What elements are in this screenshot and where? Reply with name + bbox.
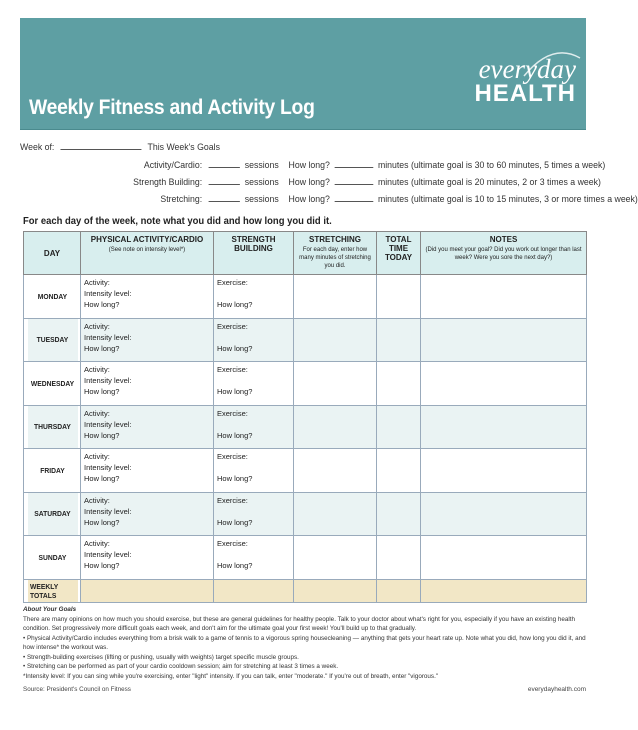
minutes-field[interactable]: [335, 177, 374, 185]
notes-cell[interactable]: [421, 405, 587, 449]
header-notes-title: NOTES: [489, 235, 518, 244]
exercise-label: Exercise:: [217, 365, 248, 374]
notes-cell[interactable]: [421, 362, 587, 406]
notes-cell[interactable]: [421, 318, 587, 362]
exercise-label: Exercise:: [217, 495, 248, 505]
activity-total-cell[interactable]: [81, 579, 214, 602]
stretching-cell[interactable]: [294, 362, 377, 406]
table-row: [24, 536, 587, 580]
activity-cell[interactable]: [81, 275, 214, 319]
header-stretching-sub: For each day, enter how many minutes of stretching you did.: [299, 247, 371, 269]
intensity-label: Intensity level:: [84, 376, 132, 385]
notes-cell[interactable]: [421, 449, 587, 493]
total-time-cell[interactable]: [377, 362, 421, 406]
fitness-log-page: [20, 18, 638, 712]
logo-arc-icon: [522, 48, 582, 78]
activity-log-table: [23, 231, 587, 603]
minutes-field[interactable]: [335, 194, 374, 202]
about-heading: About Your Goals: [23, 606, 77, 613]
header-strength: STRENGTH BUILDING: [214, 232, 294, 275]
about-paragraph: There are many opinions on how much you should exercise, but these are general guidelines for healthy people. Talk to your doctor about what's right for you, especially if you have an existing health condition. Set progressively more difficult goals each week, and don't aim for the ultimate goal your first week! You'll build up to that gradually.: [23, 615, 576, 632]
sessions-label: sessions: [244, 160, 279, 171]
day-cell: TUESDAY: [26, 318, 77, 362]
strength-cell[interactable]: [214, 362, 294, 406]
exercise-label: Exercise:: [217, 278, 248, 287]
strength-cell[interactable]: [214, 449, 294, 493]
intensity-label: Intensity level:: [84, 550, 132, 559]
stretching-cell[interactable]: [294, 492, 377, 536]
table-row: [24, 405, 587, 449]
total-time-cell[interactable]: [377, 449, 421, 493]
page-title: Weekly Fitness and Activity Log: [29, 96, 315, 119]
intensity-label: Intensity level:: [84, 289, 132, 298]
stretching-total-cell[interactable]: [294, 579, 377, 602]
how-long-label: How long?: [288, 177, 330, 188]
total-time-cell[interactable]: [377, 318, 421, 362]
day-cell: MONDAY: [26, 275, 77, 319]
weekly-totals-label: WEEKLY TOTALS: [26, 579, 77, 602]
activity-cell[interactable]: [81, 318, 214, 362]
how-long-label: How long?: [217, 300, 253, 309]
sessions-field[interactable]: [208, 194, 239, 202]
header-banner: [20, 18, 586, 130]
week-of-field[interactable]: [60, 142, 141, 150]
goal-row-strength: [20, 177, 601, 188]
goal-row-stretching: [20, 194, 638, 205]
how-long-label: How long?: [217, 387, 253, 396]
strength-cell[interactable]: [214, 318, 294, 362]
header-notes: [421, 232, 587, 275]
this-weeks-goals-label: This Week's Goals: [147, 142, 220, 153]
header-notes-sub: (Did you meet your goal? Did you work out longer than last week? Were you sore the next day?): [425, 247, 582, 261]
total-time-cell[interactable]: [377, 405, 421, 449]
stretching-cell[interactable]: [294, 275, 377, 319]
minutes-field[interactable]: [335, 160, 374, 168]
intensity-label: Intensity level:: [84, 506, 132, 516]
strength-cell[interactable]: [214, 275, 294, 319]
table-row: [24, 492, 587, 536]
goal-label: Strength Building:: [133, 177, 203, 188]
exercise-label: Exercise:: [217, 321, 248, 331]
about-bullet-strength: • Strength-building exercises (lifting or pushing, usually with weights) target specific muscle groups.: [23, 653, 299, 661]
total-time-cell[interactable]: [377, 536, 421, 580]
source-text: Source: President's Council on Fitness: [23, 686, 131, 693]
table-row: [24, 318, 587, 362]
everyday-health-logo: [474, 56, 576, 106]
instruction-text: For each day of the week, note what you did and how long you did it.: [23, 215, 332, 227]
goal-label: Stretching:: [160, 194, 203, 205]
activity-cell[interactable]: [81, 492, 214, 536]
how-long-label: How long?: [217, 430, 253, 440]
activity-label: Activity:: [84, 539, 110, 548]
strength-cell[interactable]: [214, 536, 294, 580]
day-cell: THURSDAY: [26, 405, 77, 449]
exercise-label: Exercise:: [217, 408, 248, 418]
exercise-label: Exercise:: [217, 539, 248, 548]
activity-cell[interactable]: [81, 362, 214, 406]
header-total-time: TOTAL TIME TODAY: [377, 232, 421, 275]
how-long-label: How long?: [288, 160, 330, 171]
day-cell: FRIDAY: [26, 449, 77, 493]
strength-cell[interactable]: [214, 405, 294, 449]
how-long-label: How long?: [84, 561, 120, 570]
intensity-label: Intensity level:: [84, 419, 132, 429]
stretching-cell[interactable]: [294, 536, 377, 580]
goal-label: Activity/Cardio:: [143, 160, 203, 171]
header-stretching: [294, 232, 377, 275]
notes-total-cell[interactable]: [421, 579, 587, 602]
header-day: DAY: [24, 232, 81, 275]
stretching-cell[interactable]: [294, 405, 377, 449]
strength-cell[interactable]: [214, 492, 294, 536]
notes-cell[interactable]: [421, 492, 587, 536]
logo-top-text: everyday: [478, 54, 576, 84]
weekly-totals-row: [24, 579, 587, 602]
activity-cell[interactable]: [81, 536, 214, 580]
sessions-label: sessions: [244, 194, 279, 205]
minutes-goal-text: minutes (ultimate goal is 10 to 15 minutes, 3 or more times a week): [377, 194, 638, 205]
about-goals-section: [23, 605, 586, 681]
sessions-field[interactable]: [208, 177, 239, 185]
stretching-cell[interactable]: [294, 449, 377, 493]
total-time-cell[interactable]: [377, 492, 421, 536]
goal-row-cardio: [20, 160, 605, 171]
minutes-goal-text: minutes (ultimate goal is 20 minutes, 2 or 3 times a week): [377, 177, 601, 188]
how-long-label: How long?: [217, 517, 253, 527]
intensity-label: Intensity level:: [84, 332, 132, 342]
activity-label: Activity:: [84, 452, 110, 461]
how-long-label: How long?: [217, 474, 253, 483]
week-of-row: [20, 142, 220, 153]
notes-cell[interactable]: [421, 275, 587, 319]
header-activity-sub: (See note on intensity level*): [108, 247, 186, 253]
site-url-text: everydayhealth.com: [527, 686, 586, 693]
day-cell: WEDNESDAY: [26, 362, 77, 406]
time-total-cell[interactable]: [377, 579, 421, 602]
activity-label: Activity:: [84, 408, 110, 418]
notes-cell[interactable]: [421, 536, 587, 580]
activity-label: Activity:: [84, 278, 110, 287]
how-long-label: How long?: [217, 561, 253, 570]
table-row: [24, 275, 587, 319]
activity-label: Activity:: [84, 365, 110, 374]
activity-label: Activity:: [84, 495, 110, 505]
activity-label: Activity:: [84, 321, 110, 331]
how-long-label: How long?: [288, 194, 330, 205]
strength-total-cell[interactable]: [214, 579, 294, 602]
sessions-field[interactable]: [208, 160, 239, 168]
week-of-label: Week of:: [20, 142, 55, 153]
minutes-goal-text: minutes (ultimate goal is 30 to 60 minutes, 5 times a week): [377, 160, 606, 171]
day-cell: SATURDAY: [26, 492, 77, 536]
how-long-label: How long?: [84, 430, 120, 440]
how-long-label: How long?: [84, 343, 120, 353]
logo-bottom-text: HEALTH: [474, 80, 576, 107]
how-long-label: How long?: [84, 387, 120, 396]
about-bullet-cardio: • Physical Activity/Cardio includes everything from a brisk walk to a game of tennis to a vigorous spring housecleaning — anything that gets your heart rate up. Note what you did, how long you did it, and how intense* the workout was.: [23, 634, 586, 651]
table-row: [24, 449, 587, 493]
about-bullet-stretching: • Stretching can be performed as part of your cardio cooldown session; aim for stretching at least 3 times a week.: [23, 663, 339, 670]
total-time-cell[interactable]: [377, 275, 421, 319]
header-activity: [81, 232, 214, 275]
about-intensity-note: *Intensity level: If you can sing while you're exercising, enter "light" intensity. If you can talk, enter "moderate." If you're out of breath, enter "vigorous.": [23, 672, 439, 680]
how-long-label: How long?: [84, 474, 120, 483]
header-stretching-title: STRETCHING: [309, 235, 361, 244]
table-header-row: [24, 232, 587, 275]
stretching-cell[interactable]: [294, 318, 377, 362]
table-row: [24, 362, 587, 406]
activity-cell[interactable]: [81, 405, 214, 449]
exercise-label: Exercise:: [217, 452, 248, 461]
intensity-label: Intensity level:: [84, 463, 132, 472]
activity-cell[interactable]: [81, 449, 214, 493]
how-long-label: How long?: [84, 300, 120, 309]
how-long-label: How long?: [84, 517, 120, 527]
sessions-label: sessions: [244, 177, 279, 188]
header-activity-title: PHYSICAL ACTIVITY/CARDIO: [90, 235, 204, 244]
how-long-label: How long?: [217, 343, 253, 353]
day-cell: SUNDAY: [26, 536, 77, 580]
